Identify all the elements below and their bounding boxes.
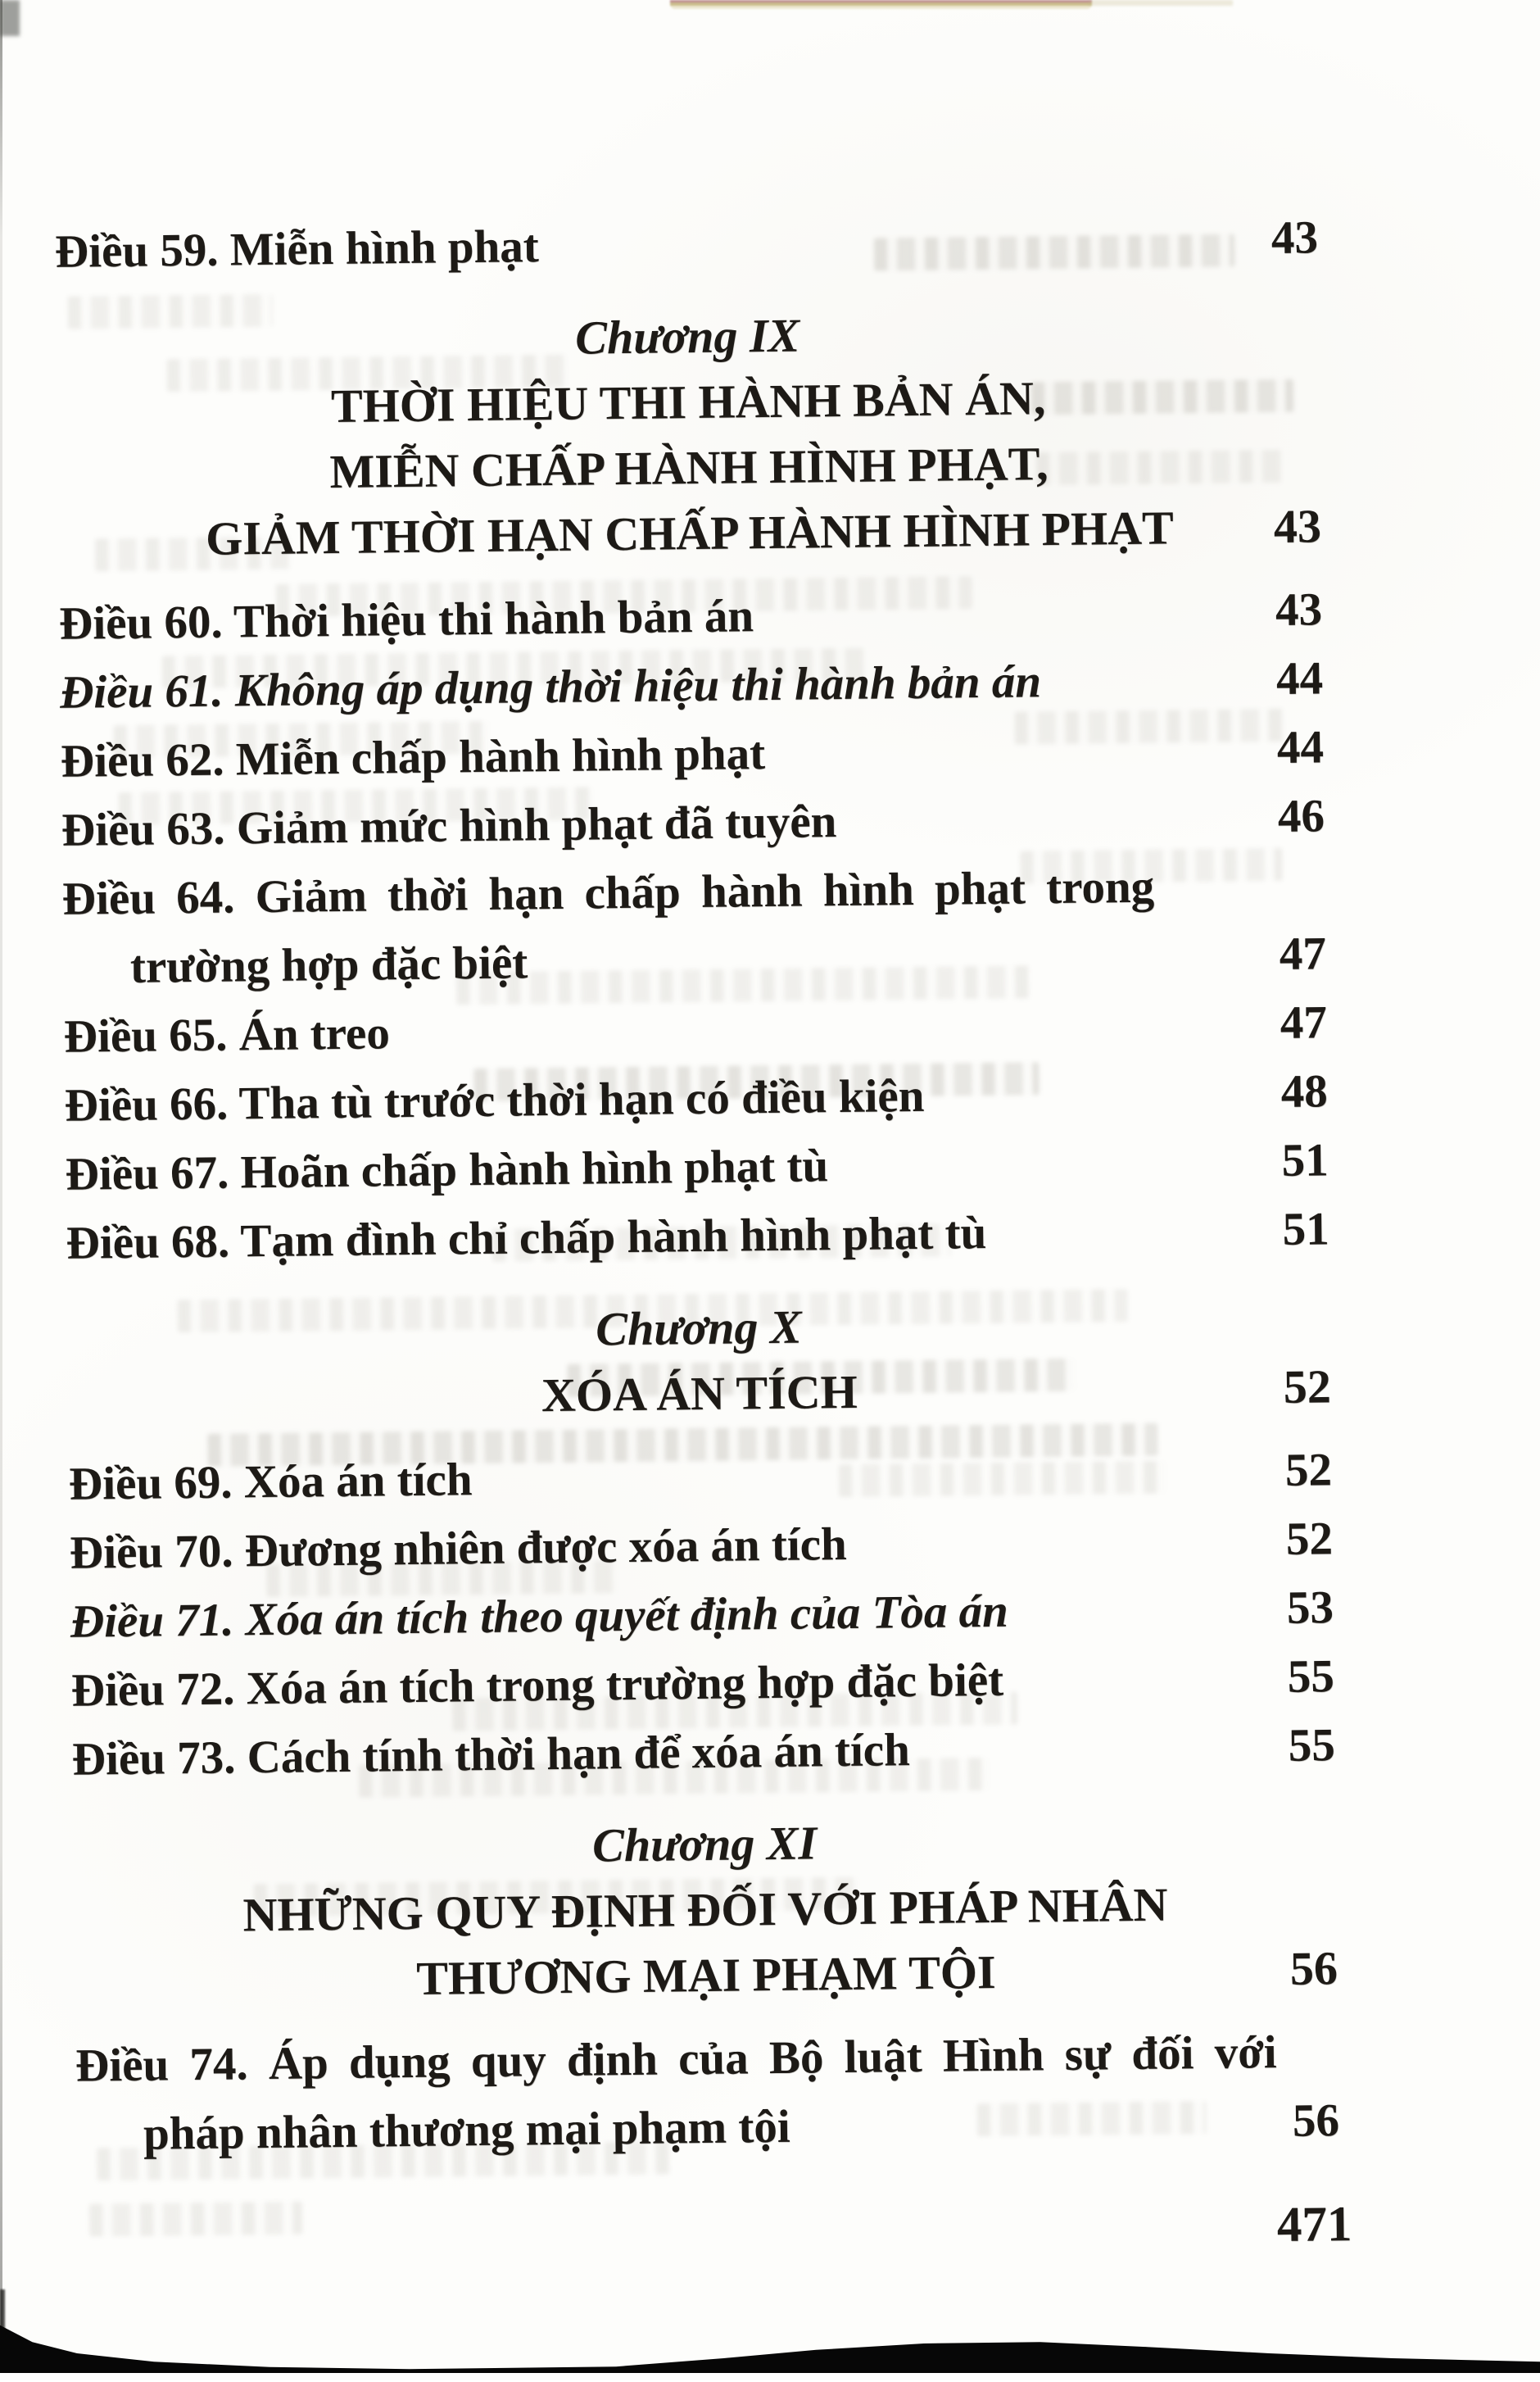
toc-entry-text: Điều 61. Không áp dụng thời hiệu thi hành bản án	[59, 656, 1042, 719]
toc-entry-text: Điều 70. Đương nhiên được xóa án tích	[69, 1518, 847, 1579]
toc-entry-text: Chương XI	[591, 1816, 818, 1872]
toc-entry-text: Điều 73. Cách tính thời hạn để xóa án tích	[71, 1724, 911, 1785]
toc-entry-text: Điều 63. Giảm mức hình phạt đã tuyên	[61, 796, 837, 856]
scan-bottom-edge-artifact	[0, 2289, 5, 2330]
toc-entry-text: THỜI HIỆU THI HÀNH BẢN ÁN,	[330, 371, 1046, 433]
scan-top-streak-artifact	[1089, 0, 1233, 6]
toc-entry-text: Điều 62. Miễn chấp hành hình phạt	[60, 728, 766, 787]
toc-entry-text: MIỄN CHẤP HÀNH HÌNH PHẠT,	[329, 437, 1049, 499]
toc-entry-page-number: 56	[1289, 1941, 1338, 1995]
toc-entry-text: Điều 71. Xóa án tích theo quyết định của Tòa án	[70, 1585, 1009, 1648]
toc-entry-text: Chương X	[595, 1300, 802, 1356]
folio-page-number: 471	[1276, 2197, 1352, 2253]
toc-entry-text: THƯƠNG MẠI PHẠM TỘI	[415, 1944, 996, 2005]
toc-entry-page-number: 43	[1270, 211, 1319, 264]
toc-entry-text: Điều 68. Tạm đình chỉ chấp hành hình phạt tù	[66, 1207, 987, 1269]
toc-entry-page-number: 52	[1285, 1513, 1334, 1565]
toc-entry-page-number: 55	[1287, 1650, 1335, 1703]
toc-entry-text: Điều 74. Áp dụng quy định của Bộ luật Hình sự đối với	[75, 2026, 1277, 2092]
toc-entry-text: trường hợp đặc biệt	[129, 937, 528, 993]
toc-entry-page-number: 44	[1276, 721, 1325, 774]
toc-entry-text: Điều 64. Giảm thời hạn chấp hành hình phạt trong	[61, 860, 1155, 925]
toc-entry-page-number: 46	[1277, 790, 1325, 842]
toc-entry-page-number: 55	[1288, 1719, 1336, 1772]
toc-entry-text: XÓA ÁN TÍCH	[541, 1364, 858, 1422]
toc-entry-text: Điều 69. Xóa án tích	[68, 1454, 473, 1510]
toc-entry-page-number: 43	[1273, 499, 1322, 553]
toc-entry-text: Điều 60. Thời hiệu thi hành bản án	[58, 590, 754, 650]
toc-list	[52, 0, 1340, 2170]
scan-corner-artifact	[0, 0, 20, 36]
toc-entry	[66, 1195, 1329, 1277]
toc-entry-page-number: 43	[1275, 583, 1323, 636]
toc-entry-text: Điều 67. Hoãn chấp hành hình phạt tù	[65, 1140, 829, 1200]
bleed-through-artifact	[89, 2202, 302, 2237]
toc-chapter-title	[75, 1935, 1338, 2015]
toc-chapter-title	[67, 1354, 1331, 1433]
toc-entry-page-number: 52	[1284, 1444, 1333, 1496]
toc-entry-page-number: 47	[1280, 996, 1328, 1049]
toc-entry-text: Điều 66. Tha tù trước thời hạn có điều kiện	[64, 1069, 925, 1132]
scan-left-edge-artifact	[0, 0, 2, 2373]
toc-entry-text: pháp nhân thương mại phạm tội	[143, 2100, 790, 2160]
toc-entry	[76, 2086, 1340, 2169]
scan-top-streak-artifact	[670, 0, 1092, 9]
toc-entry-page-number: 48	[1280, 1065, 1329, 1118]
toc-entry-page-number: 51	[1281, 1134, 1329, 1186]
toc-chapter-title	[58, 493, 1322, 573]
toc-entry-text: Chương IX	[574, 308, 800, 365]
toc-entry-page-number: 53	[1286, 1581, 1334, 1634]
toc-entry-text: Điều 65. Án treo	[63, 1007, 391, 1063]
toc-entry-page-number: 56	[1292, 2094, 1340, 2147]
toc-entry-text: GIẢM THỜI HẠN CHẤP HÀNH HÌNH PHẠT	[205, 501, 1175, 565]
toc-entry-page-number: 51	[1282, 1203, 1329, 1255]
toc-entry-page-number: 44	[1275, 652, 1324, 705]
toc-entry-page-number: 52	[1283, 1359, 1332, 1413]
toc-entry	[55, 203, 1319, 286]
toc-entry-text: Điều 72. Xóa án tích trong trường hợp đặc biệt	[70, 1654, 1004, 1717]
toc-entry-text: NHỮNG QUY ĐỊNH ĐỐI VỚI PHÁP NHÂN	[242, 1877, 1168, 1942]
toc-entry-page-number: 47	[1279, 928, 1327, 980]
toc-entry	[71, 1711, 1335, 1794]
toc-entry-text: Điều 59. Miễn hình phạt	[54, 220, 540, 278]
